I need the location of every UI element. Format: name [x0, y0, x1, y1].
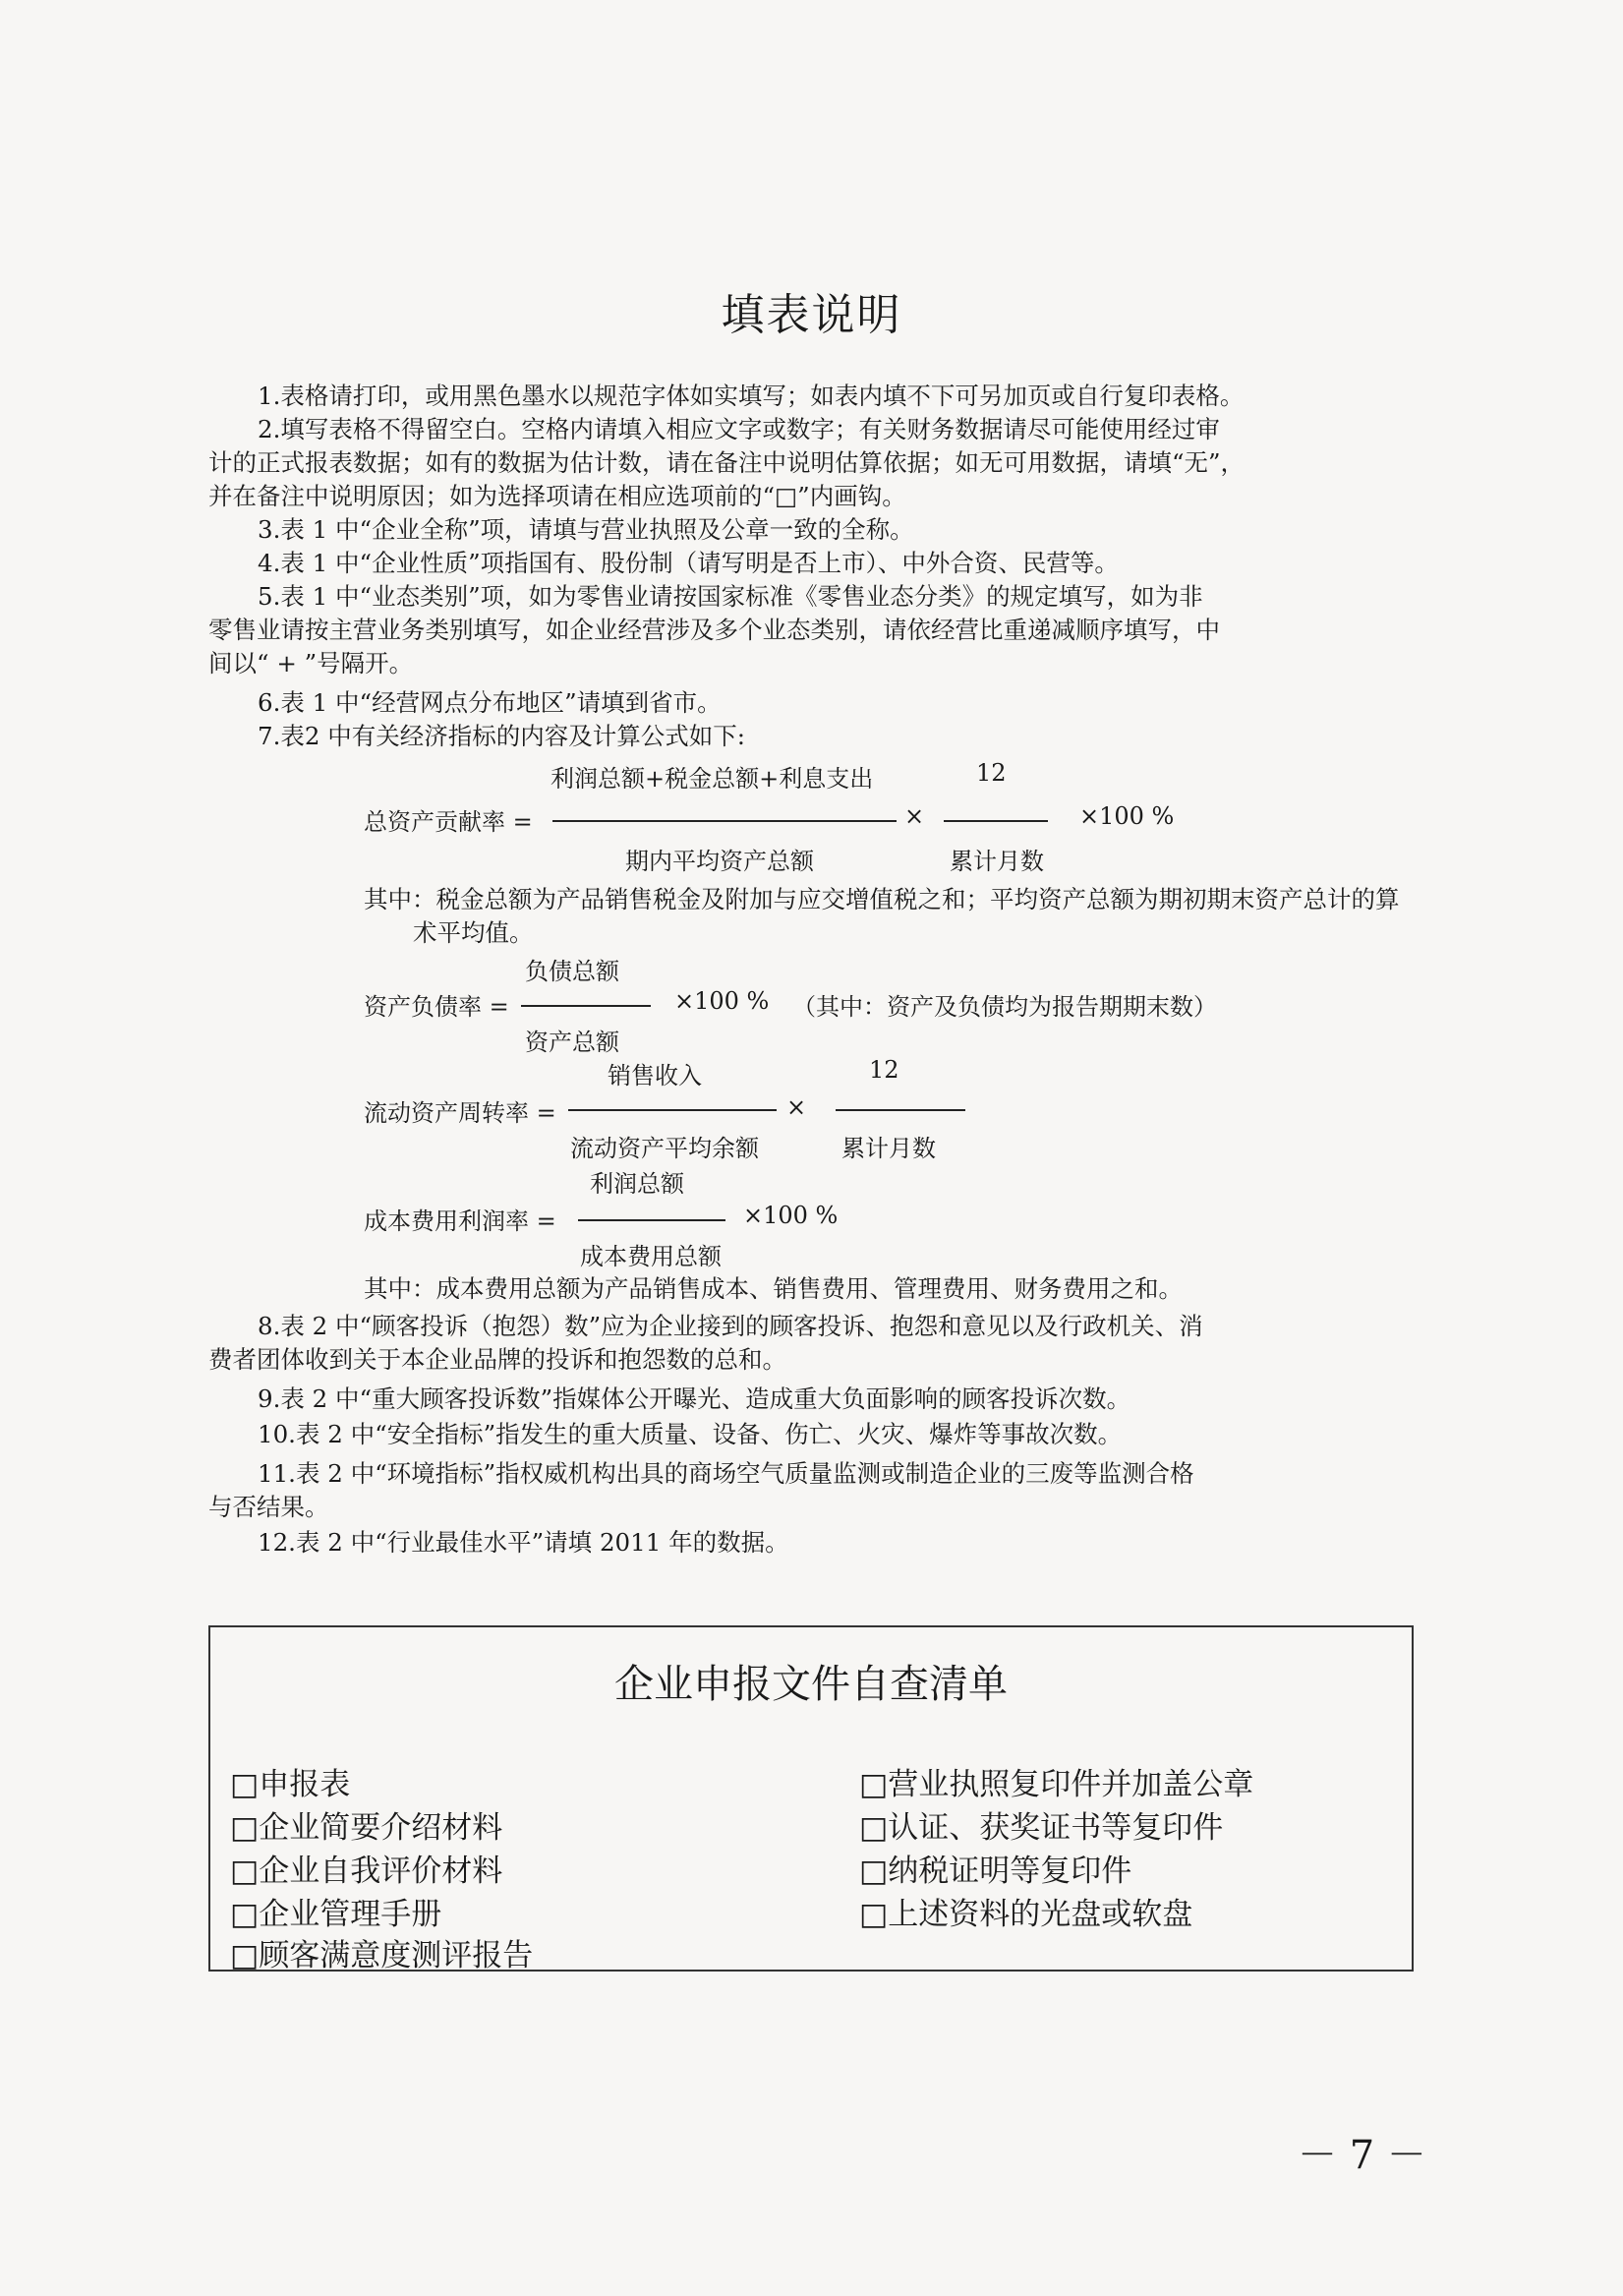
- formula-denominator: 流动资产平均余额: [570, 1135, 759, 1162]
- checklist-item-label: 企业简要介绍材料: [259, 1810, 503, 1846]
- formula-denominator: 累计月数: [950, 848, 1044, 875]
- instruction-line: 3.表 1 中“企业全称”项，请填与营业执照及公章一致的全称。: [258, 515, 914, 544]
- checklist-item[interactable]: [230, 1889, 441, 1933]
- instruction-line: 9.表 2 中“重大顾客投诉数”指媒体公开曝光、造成重大负面影响的顾客投诉次数。: [258, 1384, 1131, 1413]
- checkbox-icon[interactable]: □: [230, 1854, 260, 1889]
- instruction-line: 与否结果。: [208, 1493, 329, 1521]
- checklist-item-label: 申报表: [259, 1767, 351, 1802]
- fraction-bar: [568, 1109, 777, 1111]
- formula-numerator: 12: [869, 1056, 899, 1084]
- formula-note: 其中：税金总额为产品销售税金及附加与应交增值税之和；平均资产总额为期初期末资产总计的算: [364, 885, 1400, 913]
- fraction-bar: [552, 820, 897, 822]
- formula-note: 其中：成本费用总额为产品销售成本、销售费用、管理费用、财务费用之和。: [364, 1274, 1183, 1303]
- formula-numerator: 销售收入: [608, 1062, 702, 1089]
- instruction-line: 6.表 1 中“经营网点分布地区”请填到省市。: [258, 688, 722, 717]
- checklist-item[interactable]: [230, 1802, 502, 1847]
- instruction-line: 11.表 2 中“环境指标”指权威机构出具的商场空气质量监测或制造企业的三废等监测合格: [258, 1459, 1194, 1488]
- instruction-line: 5.表 1 中“业态类别”项，如为零售业请按国家标准《零售业态分类》的规定填写，如为非: [258, 582, 1203, 611]
- fraction-bar: [521, 1005, 651, 1007]
- percent-factor: ×100 %: [1079, 802, 1175, 830]
- checklist-item[interactable]: [859, 1802, 1223, 1847]
- checklist-item-label: 顾客满意度测评报告: [259, 1938, 534, 1973]
- formula-numerator: 利润总额: [590, 1170, 684, 1198]
- fraction-bar: [836, 1109, 965, 1111]
- checklist-item-label: 认证、获奖证书等复印件: [888, 1810, 1224, 1846]
- checkbox-icon[interactable]: □: [230, 1810, 260, 1846]
- percent-factor: ×100 %: [743, 1202, 839, 1229]
- formula-note: （其中：资产及负债均为报告期期末数）: [792, 993, 1217, 1021]
- instruction-line: 间以“ + ”号隔开。: [208, 649, 414, 677]
- checklist-item-label: 企业管理手册: [259, 1897, 442, 1932]
- page-number: － 7 －: [1298, 2133, 1426, 2178]
- formula-numerator: 利润总额+税金总额+利息支出: [551, 765, 874, 793]
- checklist-item[interactable]: [230, 1759, 350, 1803]
- instruction-line: 8.表 2 中“顾客投诉（抱怨）数”应为企业接到的顾客投诉、抱怨和意见以及行政机关、消: [258, 1312, 1203, 1340]
- formula-denominator: 资产总额: [525, 1029, 619, 1056]
- fraction-bar: [944, 820, 1048, 822]
- checkbox-icon[interactable]: □: [230, 1897, 260, 1932]
- checklist-item-label: 上述资料的光盘或软盘: [888, 1897, 1193, 1932]
- checklist-item[interactable]: [859, 1889, 1192, 1933]
- formula-numerator: 12: [976, 759, 1007, 787]
- checkbox-icon[interactable]: □: [230, 1938, 260, 1973]
- fraction-bar: [578, 1219, 725, 1221]
- formula-label: 流动资产周转率 =: [364, 1099, 556, 1127]
- instruction-line: 1.表格请打印，或用黑色墨水以规范字体如实填写；如表内填不下可另加页或自行复印表格。: [258, 382, 1245, 410]
- instruction-line: 费者团体收到关于本企业品牌的投诉和抱怨数的总和。: [208, 1345, 786, 1374]
- checklist-title: 企业申报文件自查清单: [614, 1662, 1008, 1707]
- checkbox-icon[interactable]: □: [859, 1854, 889, 1889]
- checklist-item[interactable]: [859, 1846, 1131, 1890]
- self-check-list: [208, 1625, 1414, 1972]
- formula-denominator: 成本费用总额: [580, 1243, 722, 1270]
- checklist-item[interactable]: [230, 1846, 502, 1890]
- checkbox-icon[interactable]: □: [859, 1897, 889, 1932]
- checklist-item[interactable]: [230, 1930, 533, 1974]
- instruction-line: 7.表2 中有关经济指标的内容及计算公式如下:: [258, 722, 746, 750]
- times-sign: ×: [786, 1093, 807, 1121]
- instruction-line: 并在备注中说明原因；如为选择项请在相应选项前的“□”内画钩。: [208, 482, 906, 510]
- checklist-item[interactable]: [859, 1759, 1253, 1803]
- instruction-line: 零售业请按主营业务类别填写，如企业经营涉及多个业态类别，请依经营比重递减顺序填写，中: [208, 616, 1220, 644]
- instruction-line: 4.表 1 中“企业性质”项指国有、股份制（请写明是否上市）、中外合资、民营等。: [258, 549, 1119, 577]
- times-sign: ×: [904, 802, 925, 830]
- formula-label: 资产负债率 =: [364, 993, 509, 1021]
- formula-denominator: 期内平均资产总额: [625, 848, 814, 875]
- instruction-line: 2.填写表格不得留空白。空格内请填入相应文字或数字；有关财务数据请尽可能使用经过审: [258, 415, 1220, 443]
- formula-label: 成本费用利润率 =: [364, 1207, 556, 1235]
- formula-note: 术平均值。: [413, 918, 534, 947]
- checklist-item-label: 企业自我评价材料: [259, 1854, 503, 1889]
- formula-denominator: 累计月数: [841, 1135, 936, 1162]
- page-title: 填表说明: [721, 290, 902, 340]
- checklist-item-label: 营业执照复印件并加盖公章: [888, 1767, 1254, 1802]
- formula-label: 总资产贡献率 =: [364, 808, 533, 836]
- percent-factor: ×100 %: [674, 987, 770, 1015]
- formula-numerator: 负债总额: [525, 958, 619, 985]
- checkbox-icon[interactable]: □: [859, 1810, 889, 1846]
- checkbox-icon[interactable]: □: [230, 1767, 260, 1802]
- instruction-line: 12.表 2 中“行业最佳水平”请填 2011 年的数据。: [258, 1528, 789, 1557]
- checklist-item-label: 纳税证明等复印件: [888, 1854, 1132, 1889]
- checkbox-icon[interactable]: □: [859, 1767, 889, 1802]
- instruction-line: 计的正式报表数据；如有的数据为估计数，请在备注中说明估算依据；如无可用数据，请填“无”，: [208, 448, 1246, 477]
- instruction-line: 10.表 2 中“安全指标”指发生的重大质量、设备、伤亡、火灾、爆炸等事故次数。: [258, 1420, 1123, 1448]
